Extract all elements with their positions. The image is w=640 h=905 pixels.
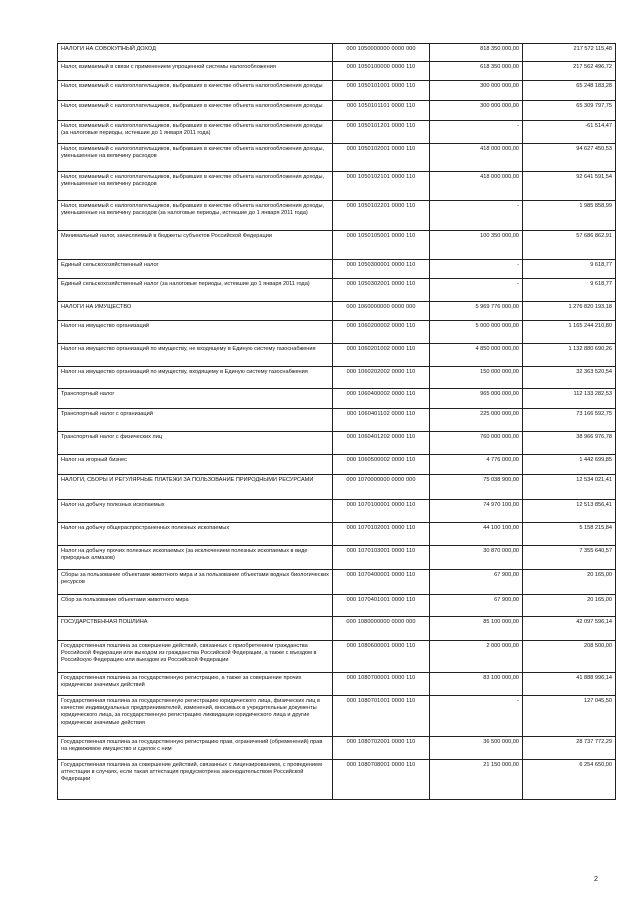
table-row: [58, 760, 616, 800]
row-plan-cell: 618 350 000,00: [430, 62, 523, 81]
row-name-cell: Налог, взимаемый с налогоплательщиков, выбравших в качестве объекта налогообложения доходы, уменьшенные на величину расходов (за налоговые периоды, истекшие до 1 января 2011 года): [58, 201, 333, 231]
row-code-cell: 000 1060200002 0000 110: [333, 321, 430, 344]
row-plan-cell: 818 350 000,00: [430, 44, 523, 62]
row-exec-cell: 112 133 282,53: [523, 389, 616, 409]
row-name-cell: ГОСУДАРСТВЕННАЯ ПОШЛИНА: [58, 617, 333, 641]
row-plan-cell: 5 969 776 000,00: [430, 302, 523, 321]
row-exec-cell: 32 363 520,54: [523, 367, 616, 389]
row-plan-cell: 44 100 100,00: [430, 523, 523, 546]
row-name-cell: Минимальный налог, зачисляемый в бюджеты субъектов Российской Федерации: [58, 231, 333, 260]
table-group-row: [58, 617, 616, 641]
row-code-cell: 000 1060401202 0000 110: [333, 432, 430, 455]
row-name-cell: Государственная пошлина за государственную регистрацию прав, ограничений (обременений) прав на недвижимое имущество и сделок с ним: [58, 737, 333, 760]
row-code-cell: 000 1050102001 0000 110: [333, 144, 430, 172]
row-exec-cell: 73 166 592,75: [523, 409, 616, 432]
row-exec-cell: -61 514,47: [523, 121, 616, 144]
row-exec-cell: 217 562 496,72: [523, 62, 616, 81]
table-row: [58, 144, 616, 172]
table-row: [58, 81, 616, 101]
table-row: [58, 321, 616, 344]
row-code-cell: 000 1070400001 0000 110: [333, 570, 430, 595]
row-code-cell: 000 1050300001 0000 110: [333, 260, 430, 279]
row-plan-cell: 83 100 000,00: [430, 673, 523, 696]
row-plan-cell: 67 900,00: [430, 570, 523, 595]
row-code-cell: 000 1060400002 0000 110: [333, 389, 430, 409]
row-name-cell: Налог на добычу общераспространенных полезных ископаемых: [58, 523, 333, 546]
row-exec-cell: 94 627 450,53: [523, 144, 616, 172]
table-row: [58, 279, 616, 302]
row-name-cell: Налог на добычу прочих полезных ископаемых (за исключением полезных ископаемых в виде природных алмазов): [58, 546, 333, 570]
row-plan-cell: 760 000 000,00: [430, 432, 523, 455]
row-exec-cell: 92 641 591,54: [523, 172, 616, 201]
table-row: [58, 455, 616, 475]
table-row: [58, 432, 616, 455]
row-name-cell: Транспортный налог: [58, 389, 333, 409]
row-code-cell: 000 1050105001 0000 110: [333, 231, 430, 260]
row-exec-cell: 217 572 115,48: [523, 44, 616, 62]
row-exec-cell: 12 513 856,41: [523, 500, 616, 523]
row-name-cell: НАЛОГИ НА СОВОКУПНЫЙ ДОХОД: [58, 44, 333, 62]
row-code-cell: 000 1080708001 0000 110: [333, 760, 430, 800]
row-plan-cell: 150 000 000,00: [430, 367, 523, 389]
row-name-cell: НАЛОГИ, СБОРЫ И РЕГУЛЯРНЫЕ ПЛАТЕЖИ ЗА ПОЛЬЗОВАНИЕ ПРИРОДНЫМИ РЕСУРСАМИ: [58, 475, 333, 500]
row-plan-cell: 300 000 000,00: [430, 101, 523, 121]
table-row: [58, 696, 616, 737]
row-exec-cell: 42 097 596,14: [523, 617, 616, 641]
row-plan-cell: 300 000 000,00: [430, 81, 523, 101]
row-code-cell: 000 1070100001 0000 110: [333, 500, 430, 523]
row-code-cell: 000 1070102001 0000 110: [333, 523, 430, 546]
table-row: [58, 367, 616, 389]
table-row: [58, 523, 616, 546]
table-row: [58, 500, 616, 523]
row-plan-cell: 21 150 000,00: [430, 760, 523, 800]
row-plan-cell: 2 000 000,00: [430, 641, 523, 673]
table-row: [58, 546, 616, 570]
row-exec-cell: 12 534 021,41: [523, 475, 616, 500]
row-code-cell: 000 1060401102 0000 110: [333, 409, 430, 432]
row-name-cell: Государственная пошлина за совершение действий, связанных с приобретением гражданства Российской Федерации или выходом из гражданства Российской Федерации, а также с въездом в Российскую Федерацию или выездом из Российской Федерации: [58, 641, 333, 673]
table-row: [58, 641, 616, 673]
row-code-cell: 000 1050101001 0000 110: [333, 81, 430, 101]
row-exec-cell: 127 045,50: [523, 696, 616, 737]
row-exec-cell: 9 618,77: [523, 279, 616, 302]
row-code-cell: 000 1050102101 0000 110: [333, 172, 430, 201]
row-exec-cell: 41 888 996,14: [523, 673, 616, 696]
row-name-cell: Налог, взимаемый с налогоплательщиков, выбравших в качестве объекта налогообложения доходы (за налоговые периоды, истекшие до 1 января 2011 года): [58, 121, 333, 144]
row-plan-cell: 30 870 000,00: [430, 546, 523, 570]
row-name-cell: Налог, взимаемый с налогоплательщиков, выбравших в качестве объекта налогообложения доходы, уменьшенные на величину расходов: [58, 172, 333, 201]
row-exec-cell: 5 158 215,84: [523, 523, 616, 546]
row-name-cell: Транспортный налог с организаций: [58, 409, 333, 432]
row-code-cell: 000 1070000000 0000 000: [333, 475, 430, 500]
table-row: [58, 737, 616, 760]
row-code-cell: 000 1080600001 0000 110: [333, 641, 430, 673]
row-code-cell: 000 1050101101 0000 110: [333, 101, 430, 121]
row-code-cell: 000 1060000000 0000 000: [333, 302, 430, 321]
row-code-cell: 000 1060201002 0000 110: [333, 344, 430, 367]
row-exec-cell: 20 165,00: [523, 570, 616, 595]
row-name-cell: Налог, взимаемый с налогоплательщиков, выбравших в качестве объекта налогообложения доходы: [58, 81, 333, 101]
row-plan-cell: 100 350 000,00: [430, 231, 523, 260]
row-code-cell: 000 1050000000 0000 000: [333, 44, 430, 62]
row-plan-cell: 85 100 000,00: [430, 617, 523, 641]
table-row: [58, 260, 616, 279]
row-exec-cell: 65 309 797,75: [523, 101, 616, 121]
row-name-cell: Налог на добычу полезных ископаемых: [58, 500, 333, 523]
row-exec-cell: 28 737 772,29: [523, 737, 616, 760]
row-code-cell: 000 1080702001 0000 110: [333, 737, 430, 760]
row-name-cell: НАЛОГИ НА ИМУЩЕСТВО: [58, 302, 333, 321]
row-plan-cell: 418 000 000,00: [430, 172, 523, 201]
table-row: [58, 62, 616, 81]
row-exec-cell: 1 132 880 690,26: [523, 344, 616, 367]
row-exec-cell: 1 276 820 193,18: [523, 302, 616, 321]
row-name-cell: Налог, взимаемый с налогоплательщиков, выбравших в качестве объекта налогообложения доходы, уменьшенные на величину расходов: [58, 144, 333, 172]
row-plan-cell: 418 000 000,00: [430, 144, 523, 172]
row-code-cell: 000 1060500002 0000 110: [333, 455, 430, 475]
row-name-cell: Налог на имущество организаций по имуществу, входящему в Единую систему газоснабжения: [58, 367, 333, 389]
row-exec-cell: 9 618,77: [523, 260, 616, 279]
row-code-cell: 000 1060202002 0000 110: [333, 367, 430, 389]
row-name-cell: Единый сельскохозяйственный налог (за налоговые периоды, истекшие до 1 января 2011 года): [58, 279, 333, 302]
row-exec-cell: 1 165 244 210,80: [523, 321, 616, 344]
row-exec-cell: 6 254 650,00: [523, 760, 616, 800]
row-plan-cell: 74 970 100,00: [430, 500, 523, 523]
row-plan-cell: 5 000 000 000,00: [430, 321, 523, 344]
row-exec-cell: 38 966 976,78: [523, 432, 616, 455]
row-exec-cell: 7 355 640,57: [523, 546, 616, 570]
row-plan-cell: 965 000 000,00: [430, 389, 523, 409]
row-name-cell: Налог, взимаемый в связи с применением упрощенной системы налогообложения: [58, 62, 333, 81]
row-name-cell: Единый сельскохозяйственный налог: [58, 260, 333, 279]
table-row: [58, 231, 616, 260]
row-plan-cell: -: [430, 201, 523, 231]
row-code-cell: 000 1080700001 0000 110: [333, 673, 430, 696]
row-plan-cell: 67 900,00: [430, 595, 523, 617]
table-group-row: [58, 44, 616, 62]
row-exec-cell: 1 985 858,99: [523, 201, 616, 231]
row-name-cell: Сбор за пользование объектами животного мира: [58, 595, 333, 617]
table-row: [58, 172, 616, 201]
page-number: 2: [594, 876, 598, 883]
table-row: [58, 101, 616, 121]
table-row: [58, 201, 616, 231]
row-name-cell: Налог на имущество организаций по имуществу, не входящему в Единую систему газоснабжения: [58, 344, 333, 367]
row-code-cell: 000 1050302001 0000 110: [333, 279, 430, 302]
revenue-table: [57, 43, 616, 800]
row-plan-cell: 4 850 000 000,00: [430, 344, 523, 367]
row-name-cell: Налог на имущество организаций: [58, 321, 333, 344]
row-plan-cell: 75 038 900,00: [430, 475, 523, 500]
table-row: [58, 570, 616, 595]
row-name-cell: Налог, взимаемый с налогоплательщиков, выбравших в качестве объекта налогообложения доходы: [58, 101, 333, 121]
row-code-cell: 000 1050100000 0000 110: [333, 62, 430, 81]
row-code-cell: 000 1080000000 0000 000: [333, 617, 430, 641]
row-name-cell: Налог на игорный бизнес: [58, 455, 333, 475]
row-code-cell: 000 1070103001 0000 110: [333, 546, 430, 570]
row-name-cell: Сборы за пользование объектами животного мира и за пользование объектами водных биологических ресурсов: [58, 570, 333, 595]
row-exec-cell: 1 442 699,85: [523, 455, 616, 475]
row-code-cell: 000 1070401001 0000 110: [333, 595, 430, 617]
table-group-row: [58, 475, 616, 500]
row-plan-cell: 36 500 000,00: [430, 737, 523, 760]
table-row: [58, 389, 616, 409]
row-code-cell: 000 1050102201 0000 110: [333, 201, 430, 231]
row-name-cell: Государственная пошлина за государственную регистрацию юридического лица, физических лиц в качестве индивидуальных предпринимателей, изменений, вносимых в учредительные документы юридического лица, за государственную регистрацию ликвидации юридического лица и другие юридически значимые действия: [58, 696, 333, 737]
table-row: [58, 595, 616, 617]
row-name-cell: Государственная пошлина за совершение действий, связанных с лицензированием, с проведением аттестации в случаях, если такая аттестация предусмотрена законодательством Российской Федерации: [58, 760, 333, 800]
row-name-cell: Транспортный налог с физических лиц: [58, 432, 333, 455]
row-exec-cell: 20 165,00: [523, 595, 616, 617]
row-plan-cell: -: [430, 696, 523, 737]
row-exec-cell: 208 500,00: [523, 641, 616, 673]
revenue-table-body: [58, 44, 616, 800]
table-row: [58, 673, 616, 696]
row-plan-cell: -: [430, 260, 523, 279]
table-row: [58, 121, 616, 144]
row-exec-cell: 57 686 862,91: [523, 231, 616, 260]
row-name-cell: Государственная пошлина за государственную регистрацию, а также за совершение прочих юридически значимых действий: [58, 673, 333, 696]
row-exec-cell: 65 248 183,28: [523, 81, 616, 101]
row-plan-cell: 4 776 000,00: [430, 455, 523, 475]
row-code-cell: 000 1080701001 0000 110: [333, 696, 430, 737]
row-plan-cell: 225 000 000,00: [430, 409, 523, 432]
row-code-cell: 000 1050101201 0000 110: [333, 121, 430, 144]
table-row: [58, 344, 616, 367]
table-group-row: [58, 302, 616, 321]
row-plan-cell: -: [430, 121, 523, 144]
row-plan-cell: -: [430, 279, 523, 302]
table-row: [58, 409, 616, 432]
